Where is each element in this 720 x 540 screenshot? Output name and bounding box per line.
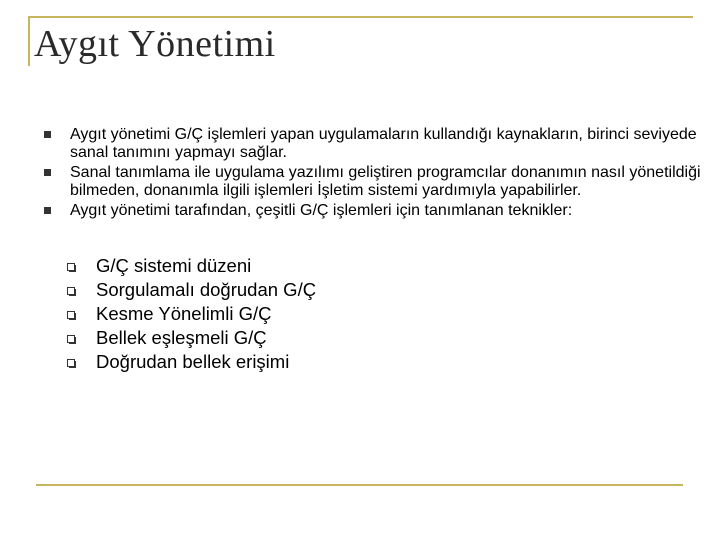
bullet-item [44,202,704,220]
bullet-text: Aygıt yönetimi G/Ç işlemleri yapan uygulamaların kullandığı kaynakların, birinci seviyede sanal tanımını yapmayı sağlar. [70,126,697,161]
bottom-rule [36,484,683,486]
square-bullet-icon [44,207,51,214]
top-rule [28,16,693,18]
sub-bullet-text: Kesme Yönelimli G/Ç [96,303,272,324]
slide-title: Aygıt Yönetimi [34,23,276,65]
box-bullet-icon [67,287,75,295]
bullet-list [44,126,704,222]
sub-bullet-item [62,350,662,374]
sub-bullet-text: Doğrudan bellek erişimi [96,351,290,372]
square-bullet-icon [44,131,51,138]
box-bullet-icon [67,263,75,271]
bullet-item [44,164,704,200]
sub-bullet-item [62,278,662,302]
sub-bullet-text: Sorgulamalı doğrudan G/Ç [96,279,317,300]
bullet-text: Sanal tanımlama ile uygulama yazılımı geliştiren programcılar donanımın nasıl yönetildiği bilmeden, donanımla ilgili işlemleri İşletim sistemi yardımıyla yapabilirler. [70,164,701,199]
left-rule [28,16,30,66]
square-bullet-icon [44,169,51,176]
sub-bullet-item [62,326,662,350]
box-bullet-icon [67,359,75,367]
bullet-item [44,126,704,162]
sub-bullet-text: Bellek eşleşmeli G/Ç [96,327,267,348]
sub-bullet-text: G/Ç sistemi düzeni [96,255,252,276]
sub-bullet-list [62,254,662,374]
sub-bullet-item [62,254,662,278]
bullet-text: Aygıt yönetimi tarafından, çeşitli G/Ç işlemleri için tanımlanan teknikler: [70,202,573,219]
sub-bullet-item [62,302,662,326]
box-bullet-icon [67,335,75,343]
box-bullet-icon [67,311,75,319]
